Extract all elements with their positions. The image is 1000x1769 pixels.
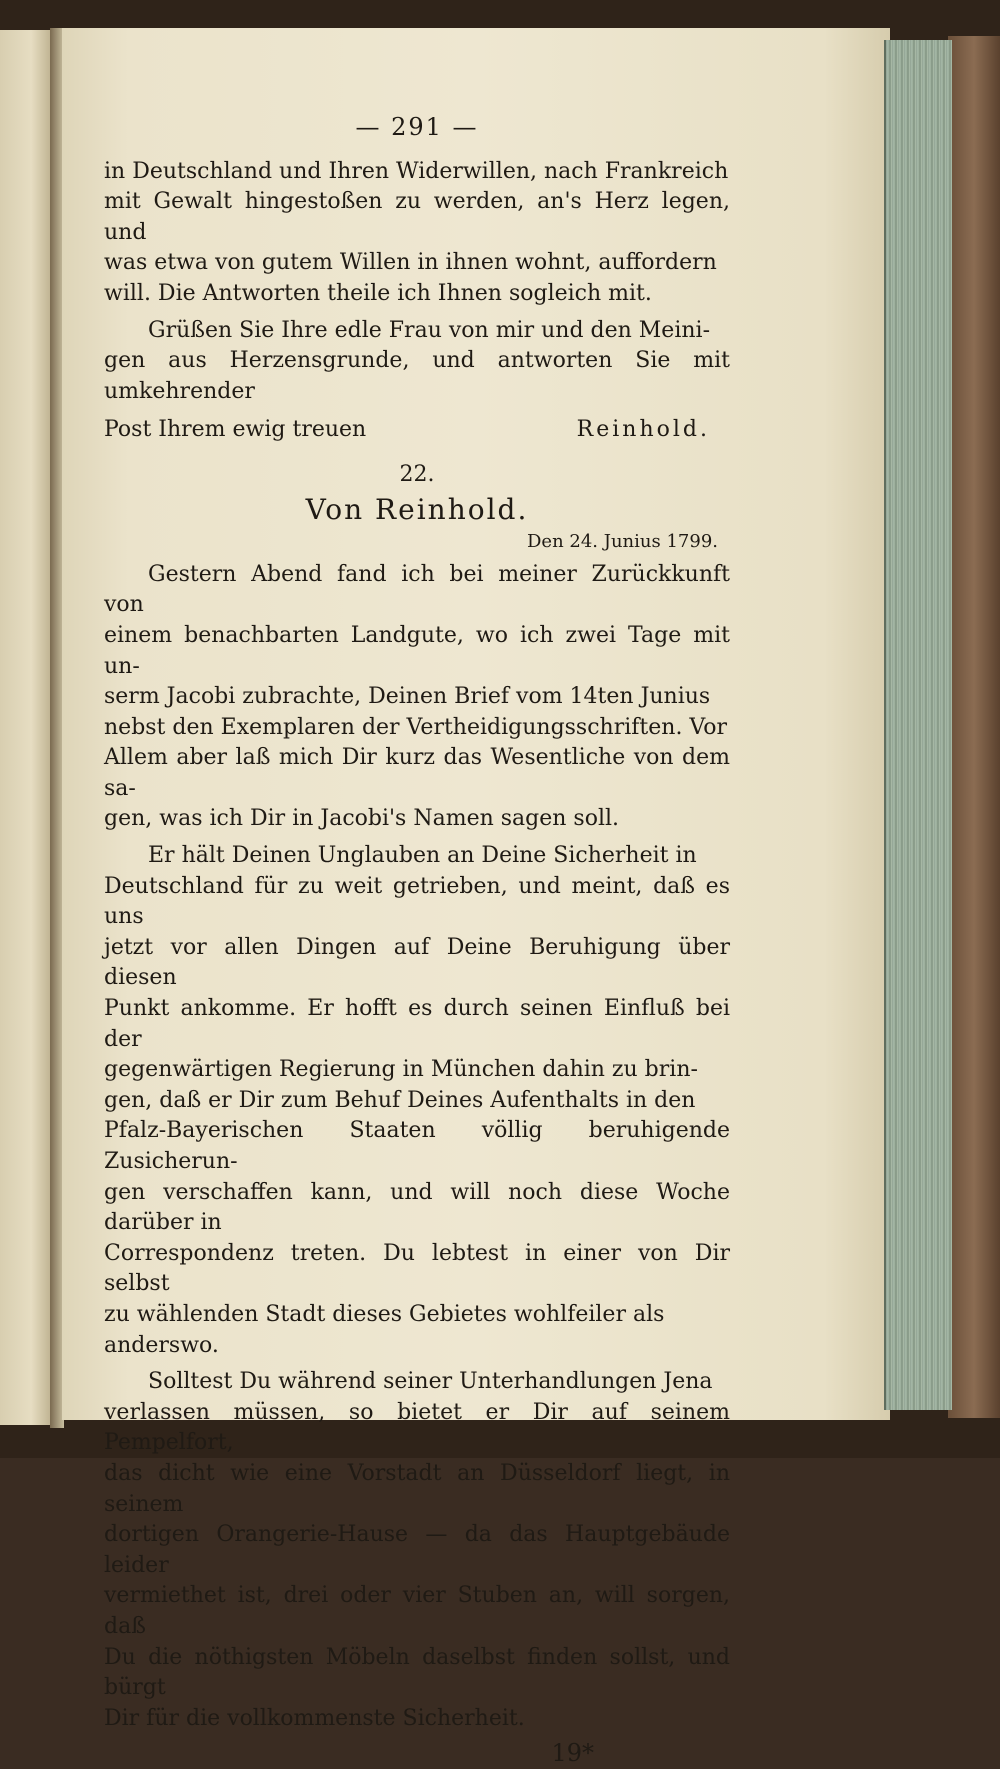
facing-page-edge (0, 30, 54, 1425)
text-line: Dir für die vollkommenste Sicherheit. (104, 1705, 525, 1731)
letter-date: Den 24. Junius 1799. (527, 531, 718, 553)
text-line: einem benachbarten Landgute, wo ich zwei Tage mit un- (104, 622, 730, 679)
text-line: Pfalz-Bayerischen Staaten völlig beruhigende Zusicherun- (104, 1118, 730, 1174)
text-line: Gestern Abend fand ich bei meiner Zurückkunft von (104, 561, 730, 618)
text-line: zu wählenden Stadt dieses Gebietes wohlfeiler als (104, 1301, 665, 1327)
page-number: — 291 — (355, 113, 479, 141)
text-line: will. Die Antworten theile ich Ihnen sogleich mit. (104, 280, 652, 306)
signature: Reinhold. (576, 417, 710, 443)
text-line: gen verschaffen kann, und will noch diese Woche darüber in (104, 1179, 730, 1236)
text-line: Allem aber laß mich Dir kurz das Wesentliche von dem sa- (104, 745, 730, 801)
text-line: anderswo. (104, 1332, 219, 1358)
closing-line-row (104, 407, 730, 446)
text-line: gen aus Herzensgrunde, und antworten Sie mit umkehrender (104, 348, 730, 404)
text-line: Deutschland für zu weit getrieben, und meint, daß es uns (104, 873, 730, 930)
text-line: Correspondenz treten. Du lebtest in einer von Dir selbst (104, 1240, 730, 1297)
letter-heading: Von Reinhold. (305, 492, 529, 526)
text-line: mit Gewalt hingestoßen zu werden, an's Herz legen, und (104, 189, 730, 245)
paragraph-5 (104, 1367, 730, 1734)
text-line: gegenwärtigen Regierung in München dahin zu brin- (104, 1057, 698, 1083)
text-line: Du die nöthigsten Möbeln daselbst finden sollst, und bürgt (104, 1644, 730, 1701)
text-line: gen, was ich Dir in Jacobi's Namen sagen soll. (104, 806, 620, 832)
text-line: serm Jacobi zubrachte, Deinen Brief vom 14ten Junius (104, 684, 711, 710)
text-line: Punkt ankomme. Er hofft es durch seinen Einfluß bei der (104, 996, 730, 1052)
text-line: jetzt vor allen Dingen auf Deine Beruhigung über diesen (104, 934, 730, 991)
paragraph-2 (104, 316, 730, 446)
page-edges (884, 40, 952, 1410)
text-line: Er hält Deinen Unglauben an Deine Sicherheit in (148, 843, 697, 869)
text-line: das dicht wie eine Vorstadt an Düsseldorf liegt, in seinem (104, 1460, 730, 1517)
text-line: nebst den Exemplaren der Vertheidigungsschriften. Vor (104, 714, 728, 740)
paragraph-4 (104, 841, 730, 1361)
book-binding (948, 36, 1000, 1418)
letter-number: 22. (399, 461, 435, 487)
paragraph-1 (104, 157, 730, 310)
text-line: was etwa von gutem Willen in ihnen wohnt, auffordern (104, 250, 717, 276)
paragraph-3 (104, 560, 730, 835)
text-line: vermiethet ist, drei oder vier Stuben an, will sorgen, daß (104, 1583, 730, 1639)
text-line: in Deutschland und Ihren Widerwillen, nach Frankreich (104, 158, 729, 184)
closing-line: Post Ihrem ewig treuen (104, 417, 367, 443)
signature-mark: 19* (551, 1739, 594, 1768)
text-line: dortigen Orangerie-Hause — da das Hauptgebäude leider (104, 1522, 730, 1578)
page-text (104, 112, 730, 1769)
text-line: Grüßen Sie Ihre edle Frau von mir und den Meini- (148, 317, 710, 343)
text-line: Solltest Du während seiner Unterhandlungen Jena (148, 1369, 713, 1395)
text-line: verlassen müssen, so bietet er Dir auf seinem Pempelfort, (104, 1399, 730, 1456)
text-line: gen, daß er Dir zum Behuf Deines Aufenthalts in den (104, 1087, 696, 1113)
